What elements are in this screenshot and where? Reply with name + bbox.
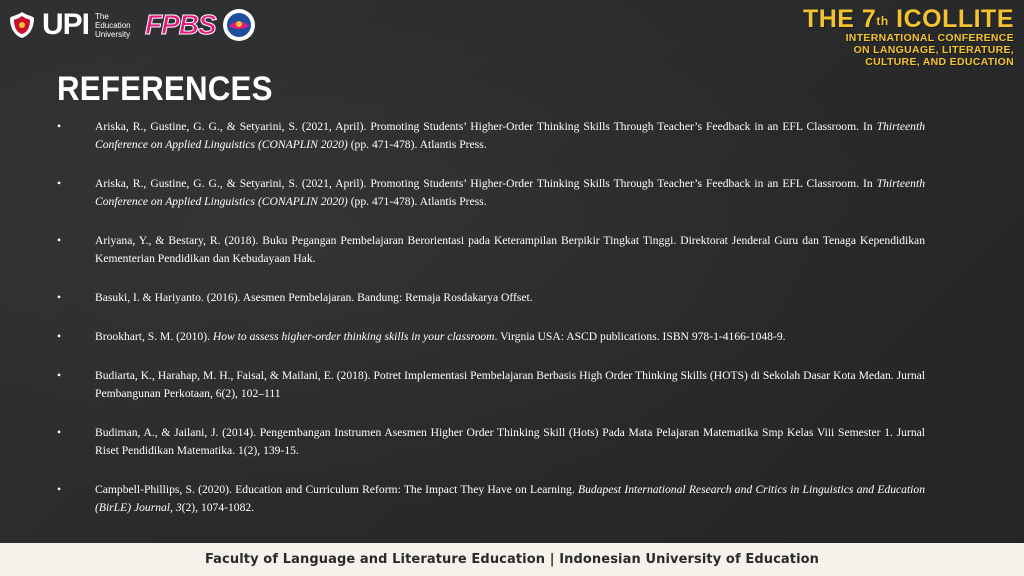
conference-line-3: CULTURE, AND EDUCATION (865, 56, 1014, 68)
upi-logo-subtitle: The Education University (95, 11, 131, 39)
reference-item: • Ariyana, Y., & Bestary, R. (2018). Buku Pegangan Pembelajaran Berorientasi pada Keterampilan Berpikir Tingkat Tinggi. Direktorat Jenderal Guru dan Tenaga Kependidikan Kementerian Pendidikan dan Kebudayaan Hak. (57, 232, 925, 268)
footer-bar (0, 543, 1024, 576)
footer-text: Faculty of Language and Literature Education | Indonesian University of Education (204, 552, 820, 567)
conference-line-2: ON LANGUAGE, LITERATURE, (853, 44, 1014, 56)
reference-item: • Ariska, R., Gustine, G. G., & Setyarini, S. (2021, April). Promoting Students’ Higher-Order Thinking Skills Through Teacher’s Feedback in an EFL Classroom. In Thirteenth Conference on Applied Linguistics (CONAPLIN 2020) (pp. 471-478). Atlantis Press. (57, 118, 925, 154)
reference-item: • Budiarta, K., Harahap, M. H., Faisal, & Mailani, E. (2018). Potret Implementasi Pembelajaran Berbasis High Order Thinking Skills (HOTS) di Sekolah Dasar Kota Medan. Jurnal Pembangunan Perkotaan, 6(2), 102–111 (57, 367, 925, 403)
reference-item: • Brookhart, S. M. (2010). How to assess higher-order thinking skills in your classroom. Virgnia USA: ASCD publications. ISBN 978-1-4166-1048-9. (57, 328, 925, 346)
reference-item: • Ariska, R., Gustine, G. G., & Setyarini, S. (2021, April). Promoting Students’ Higher-Order Thinking Skills Through Teacher’s Feedback in an EFL Classroom. In Thirteenth Conference on Applied Linguistics (CONAPLIN 2020) (pp. 471-478). Atlantis Press. (57, 175, 925, 211)
conference-header (774, 6, 1014, 68)
upi-logo-text: UPI (42, 8, 90, 41)
reference-list (57, 118, 925, 538)
fpbs-logo-text: FPBS (145, 9, 216, 40)
conference-line-1: INTERNATIONAL CONFERENCE (845, 32, 1014, 44)
reference-item: • Basuki, I. & Hariyanto. (2016). Asesmen Pembelajaran. Bandung: Remaja Rosdakarya Offset. (57, 289, 925, 307)
conference-title: THE 7th ICOLLITE (802, 5, 1014, 33)
badge-logo-icon (222, 8, 256, 42)
page-title: REFERENCES (57, 70, 273, 108)
reference-item: • Budiman, A., & Jailani, J. (2014). Pengembangan Instrumen Asesmen Higher Order Thinking Skill (Hots) Pada Mata Pelajaran Matematika Smp Kelas Viii Semester 1. Jurnal Riset Pendidikan Matematika. 1(2), 139-15. (57, 424, 925, 460)
header-logos (8, 6, 256, 44)
reference-item: • Campbell-Phillips, S. (2020). Education and Curriculum Reform: The Impact They Have on Learning. Budapest International Research and Critics in Linguistics and Education (BirLE) Journal, 3(2), 1074-1082. (57, 481, 925, 517)
upi-shield-icon (8, 10, 36, 40)
